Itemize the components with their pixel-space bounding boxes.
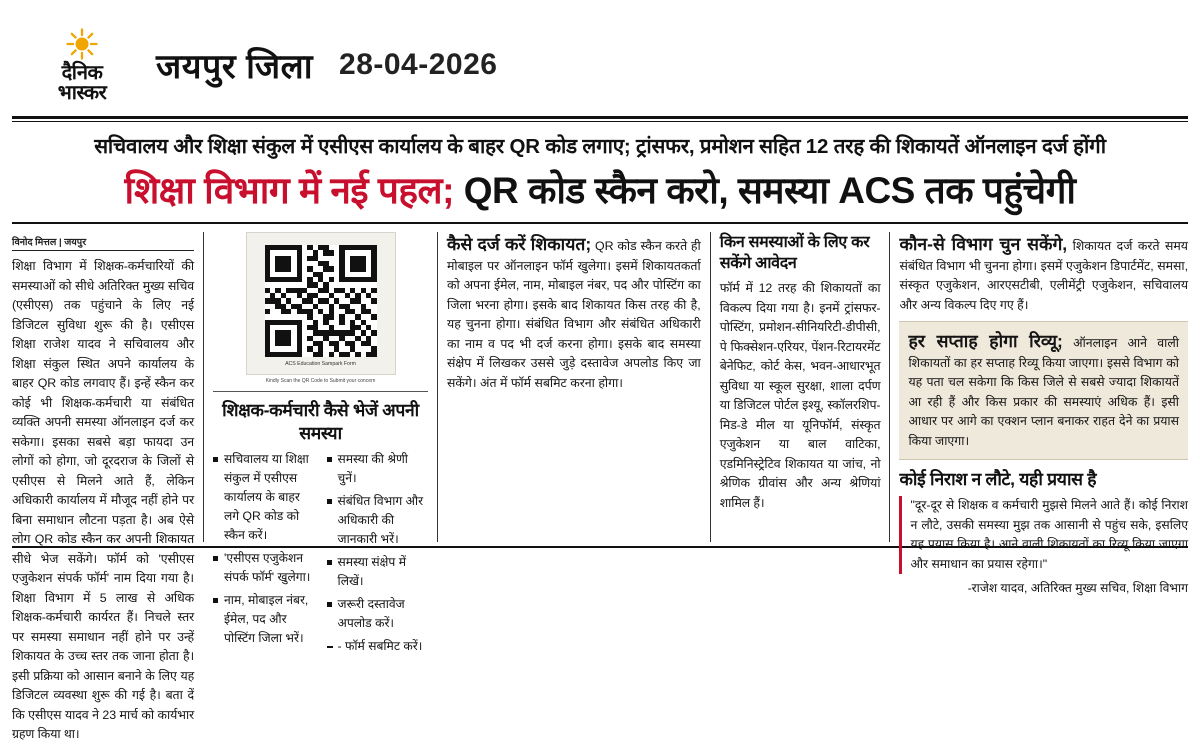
quote-text: "दूर-दूर से शिक्षक व कर्मचारी मुझसे मिलने आते हैं। कोई निराश न लौटे, उसकी समस्या मुझ तक आसानी से पहुंच सके, इसलिए यह प्रयास किया है। आने वाली शिकायतों का रिव्यू किया जाएगा और समाधान का प्रयास रहेगा।": [899, 496, 1188, 574]
column-how-to-file: [447, 232, 701, 542]
steps-list-right: [327, 450, 428, 656]
logo-line-1: दैनिक: [61, 61, 103, 84]
how-to-file-paragraph: QR कोड स्कैन करते ही मोबाइल पर ऑनलाइन फॉर्म खुलेगा। इसमें शिकायतकर्ता को अपना ईमेल, नाम, मोबाइल नंबर, पद और पोस्टिंग का जिला भरना होगा। इसके बाद शिकायत किस तरह की है, यह चुनना होगा। संबंधित विभाग और संबंधित अधिकारी का नाम व पद भी दर्ज करना होगा। इसके बाद समस्या संक्षेप में लिखकर उससे जुड़े दस्तावेज अपलोड किए जा सकेंगे। अंत में फॉर्म सबमिट करना होगा।: [447, 239, 701, 390]
qr-card-caption: Kindly Scan the QR Code to Submit your concern: [265, 378, 376, 384]
departments-paragraph: शिकायत दर्ज करते समय संबंधित विभाग भी चुनना होगा। इसमें एजुकेशन डिपार्टमेंट, समसा, संस्कृत एजुकेशन, आरएसटीबी, एलीमेंट्री एजुकेशन, सचिवालय और अन्य विकल्प दिए गए हैं।: [899, 239, 1189, 312]
column-divider: [710, 232, 711, 542]
list-item: - फॉर्म सबमिट करें।: [327, 637, 428, 656]
steps-bullets: [213, 450, 428, 660]
column-departments-and-quote: [899, 232, 1189, 595]
article-body: [0, 224, 1200, 741]
weekly-review-box: [899, 321, 1188, 460]
headline-red-part: शिक्षा विभाग में नई पहल;: [124, 170, 454, 211]
qr-code-image[interactable]: [265, 245, 377, 357]
column-divider: [437, 232, 438, 542]
byline: विनोद मित्तल | जयपुर: [12, 235, 194, 251]
newspaper-logo[interactable]: [34, 27, 130, 104]
logo-line-2: भास्कर: [57, 81, 107, 104]
edition-name: जयपुर जिला: [156, 48, 314, 86]
page-title: [0, 166, 1200, 222]
list-item: सचिवालय या शिक्षा संकुल में एसीएस कार्यालय के बाहर लगे QR कोड को स्कैन करें।: [213, 450, 314, 545]
steps-list-left: [213, 450, 314, 648]
list-item: 'एसीएस एजुकेशन संपर्क फॉर्म' खुलेगा।: [213, 549, 314, 587]
kicker-text: सचिवालय और शिक्षा संकुल में एसीएस कार्यालय के बाहर QR कोड लगाए; ट्रांसफर, प्रमोशन सहित 12 तरह की शिकायतें ऑनलाइन दर्ज होंगी: [94, 135, 1106, 158]
list-item: जरूरी दस्तावेज अपलोड करें।: [327, 595, 428, 633]
problem-types-subhead: किन समस्याओं के लिए कर सकेंगे आवेदन: [719, 234, 870, 272]
list-item: संबंधित विभाग और अधिकारी की जानकारी भरें।: [327, 492, 428, 549]
weekly-review-subhead: हर सप्ताह होगा रिव्यू;: [908, 331, 1063, 351]
column-divider: [203, 232, 204, 542]
masthead-divider: [12, 116, 1188, 119]
list-item: समस्या संक्षेप में लिखें।: [327, 553, 428, 591]
column-divider: [889, 232, 890, 542]
steps-subhead: शिक्षक-कर्मचारी कैसे भेजें अपनी समस्या: [222, 400, 419, 443]
how-to-file-block: [447, 232, 701, 393]
qr-photo: [213, 232, 428, 385]
lead-paragraph: शिक्षा विभाग में शिक्षक-कर्मचारियों की समस्याओं को सीधे अतिरिक्त मुख्य सचिव (एसीएस) तक पहुंचाने के लिए नई डिजिटल सुविधा शुरू की है। एसीएस शिक्षा राजेश यादव ने सचिवालय और शिक्षा संकुल स्थित अपने कार्यालय के बाहर QR कोड लगवाए हैं। इन्हें स्कैन कर कोई भी शिक्षक-कर्मचारी या संबंधित व्यक्ति अपनी समस्या ऑनलाइन दर्ज कर सकेगा। इसका सबसे बड़ा फायदा उन लोगों को होगा, जो दूरदराज के जिलों से एसीएस से मिलने आते हैं, लेकिन अधिकारी कार्यालय में मौजूद नहीं होने पर बिना समाधान लौटना पड़ता है। अब ऐसे लोग QR कोड स्कैन कर अपनी शिकायत सीधे भेज सकेंगे। फॉर्म को 'एसीएस एजुकेशन संपर्क फॉर्म' नाम दिया गया है। शिक्षा विभाग में 5 लाख से अधिक शिक्षक-कर्मचारी कार्यरत हैं। निचले स्तर पर समस्या समाधान नहीं होने पर उन्हें शिकायत के उच्च स्तर तक जाना होता है। इसी प्रक्रिया को आसान बनाने के लिए यह डिजिटल व्यवस्था शुरू की गई है। बता दें कि एसीएस यादव ने 23 मार्च को कार्यभार ग्रहण किया था।: [12, 259, 195, 741]
weekly-review-block: [908, 329, 1179, 451]
qr-card-title: ACS Education Sampark Form: [285, 361, 356, 367]
departments-subhead: कौन-से विभाग चुन सकेंगे,: [899, 234, 1068, 254]
qr-card[interactable]: [246, 232, 396, 375]
column-lead-story: [12, 232, 195, 741]
headline-black-part: QR कोड स्कैन करो, समस्या ACS तक पहुंचेगी: [463, 170, 1076, 211]
edition-date: 28-04-2026: [339, 48, 498, 81]
quote-subhead: कोई निराश न लौटे, यही प्रयास है: [899, 469, 1097, 489]
departments-block: [899, 232, 1188, 315]
column-qr-and-steps: [213, 232, 428, 653]
list-item: नाम, मोबाइल नंबर, ईमेल, पद और पोस्टिंग जिला भरें।: [213, 591, 314, 648]
how-to-file-subhead: कैसे दर्ज करें शिकायत;: [447, 234, 592, 254]
weekly-review-paragraph: ऑनलाइन आने वाली शिकायतों का हर सप्ताह रिव्यू किया जाएगा। इससे विभाग को यह पता चल सकेगा कि किस जिले से सबसे ज्यादा शिकायतें आ रही हैं और किस प्रकार की समस्याएं अधिक हैं। इसी आधार पर आगे का एक्शन प्लान बनाकर राहत देने का प्रयास किया जाएगा।: [908, 336, 1180, 448]
masthead: [0, 0, 1200, 104]
sun-icon: [65, 27, 99, 61]
section-divider: [213, 391, 428, 392]
problem-types-paragraph: फॉर्म में 12 तरह की शिकायतों का विकल्प दिया गया है। इनमें ट्रांसफर-पोस्टिंग, प्रमोशन-सीनियरिटी-डीपीसी, पे फिक्सेशन-एरियर, पेंशन-रिटायरमेंट बेनेफिट, कोर्ट केस, भवन-आधारभूत सुविधा या स्कूल सुरक्षा, शाला दर्पण या डिजिटल पोर्टल इश्यू, स्कॉलरशिप-मिड-डे मील या यूनिफॉर्म, संस्कृत एजुकेशन या बाल वाटिका, एडमिनिस्ट्रेटिव शिकायत या जांच, नो श्रेणिक ग्रीवांस और अन्य श्रेणियां शामिल हैं।: [719, 281, 881, 510]
column-problem-types: [720, 232, 881, 542]
quote-attribution: -राजेश यादव, अतिरिक्त मुख्य सचिव, शिक्षा विभाग: [967, 581, 1189, 595]
list-item: समस्या की श्रेणी चुनें।: [327, 450, 428, 488]
